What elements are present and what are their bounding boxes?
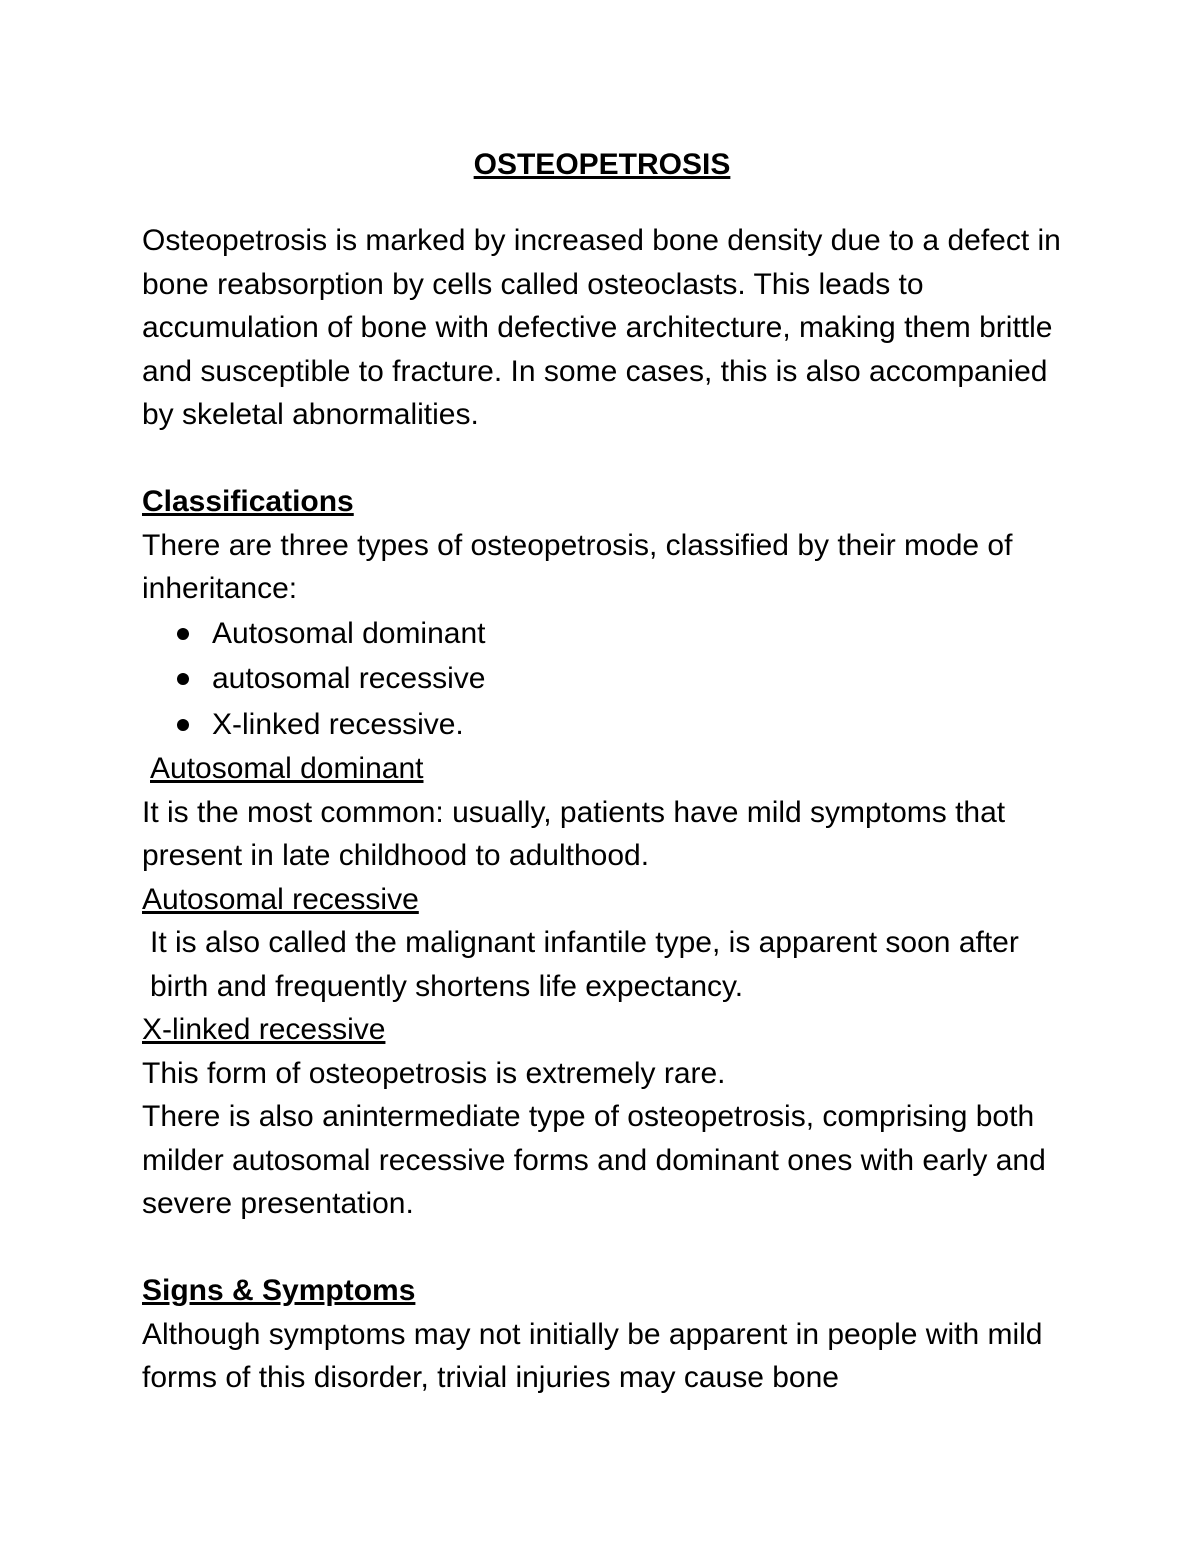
intro-paragraph: Osteopetrosis is marked by increased bone density due to a defect in bone reabsorption by cells called osteoclasts. This leads to accumulation of bone with defective architecture, making them brittle and susceptible to fracture. In some cases, this is also accompanied by skeletal abnormalities. (142, 224, 1061, 431)
autosomal-dominant-heading-wrap (142, 747, 1082, 791)
blank-line (142, 1226, 1082, 1270)
list-item (142, 656, 1082, 702)
list-item-label: autosomal recessive (212, 662, 486, 695)
classifications-text: There are three types of osteopetrosis, classified by their mode of inheritance: (142, 528, 1013, 605)
autosomal-recessive-text: It is also called the malignant infantile type, is apparent soon after birth and frequently shortens life expectancy. (150, 926, 1019, 1003)
classifications-heading: Classifications (142, 485, 354, 518)
list-item (142, 702, 1082, 748)
list-item-label: Autosomal dominant (212, 616, 486, 650)
inheritance-types-list (142, 611, 1082, 748)
intermediate-text: There is also anintermediate type of osteopetrosis, comprising both milder autosomal recessive forms and dominant ones with early and severe presentation. (142, 1100, 1046, 1220)
bullet-icon (177, 719, 189, 731)
document-title: OSTEOPETROSIS (473, 148, 731, 181)
x-linked-heading-wrap (142, 1008, 1082, 1052)
signs-text: Although symptoms may not initially be apparent in people with mild forms of this disorder, trivial injuries may cause bone (142, 1317, 1043, 1394)
list-item (142, 611, 1082, 657)
autosomal-dominant-heading: Autosomal dominant (150, 752, 424, 785)
x-linked-text: This form of osteopetrosis is extremely rare. (142, 1056, 726, 1090)
blank-line (142, 437, 1082, 481)
signs-heading: Signs & Symptoms (142, 1274, 416, 1307)
x-linked-heading: X-linked recessive (142, 1013, 386, 1046)
autosomal-dominant-text: It is the most common: usually, patients have mild symptoms that present in late childhood to adulthood. (142, 795, 1006, 872)
list-item-label: X-linked recessive. (212, 707, 464, 741)
bullet-icon (177, 673, 189, 685)
autosomal-recessive-heading: Autosomal recessive (142, 882, 419, 916)
bullet-icon (177, 628, 189, 640)
autosomal-recessive-heading-wrap (142, 878, 1082, 922)
document-page (142, 140, 1082, 1400)
